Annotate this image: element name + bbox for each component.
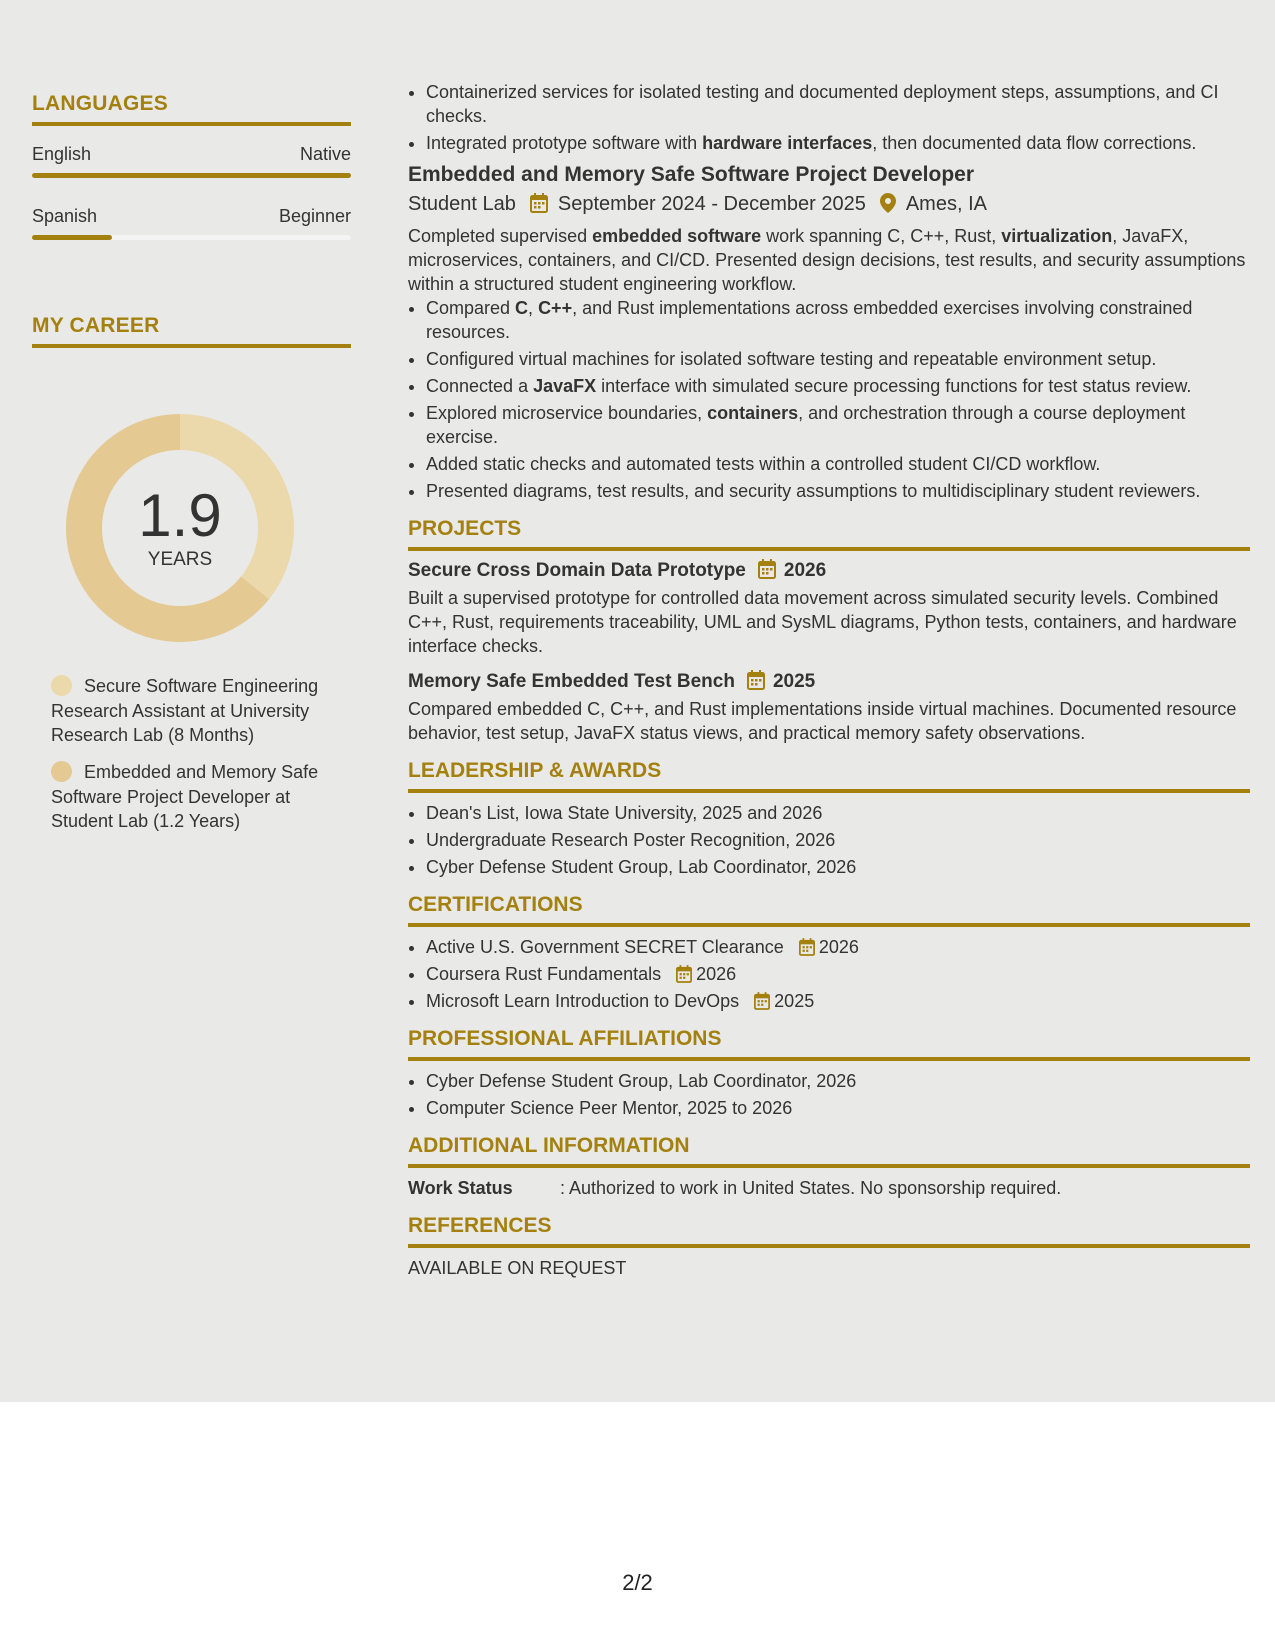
list-item: • Added static checks and automated tests within a controlled student CI/CD workflow.: [426, 452, 1250, 476]
list-item: • Presented diagrams, test results, and security assumptions to multidisciplinary student reviewers.: [426, 479, 1250, 503]
project-name: Secure Cross Domain Data Prototype: [408, 559, 746, 581]
project-title: [408, 559, 1250, 582]
language-english: [32, 144, 351, 178]
experience-tail-list: [408, 80, 1250, 155]
language-bar-fill: [32, 173, 351, 178]
certification-item: [426, 989, 1250, 1013]
list-item: • Cyber Defense Student Group, Lab Coordinator, 2026: [426, 855, 1250, 879]
job-dates: September 2024 - December 2025: [557, 193, 866, 215]
project-year: 2026: [783, 559, 827, 581]
career-legend-item: [51, 674, 341, 748]
work-status-label: Work Status: [408, 1178, 513, 1198]
list-item: • Containerized services for isolated testing and documented deployment steps, assumptions, and CI checks.: [426, 80, 1250, 128]
leadership-rule: [408, 789, 1250, 793]
career-donut-chart: [66, 414, 294, 642]
work-status-row: [408, 1176, 1250, 1200]
affiliations-heading: PROFESSIONAL AFFILIATIONS: [408, 1027, 722, 1050]
project-title: [408, 670, 1250, 693]
calendar-icon: [799, 938, 815, 956]
job-location: Ames, IA: [905, 193, 987, 215]
references-heading: REFERENCES: [408, 1214, 552, 1237]
language-level: Native: [299, 144, 351, 164]
references-text: AVAILABLE ON REQUEST: [408, 1258, 627, 1278]
certification-name: Coursera Rust Fundamentals: [426, 964, 662, 984]
list-item: • Cyber Defense Student Group, Lab Coordinator, 2026: [426, 1069, 1250, 1093]
career-legend-item: [51, 760, 341, 834]
certification-year: 2026: [696, 964, 737, 984]
project-name: Memory Safe Embedded Test Bench: [408, 670, 735, 692]
career-rule: [32, 344, 351, 348]
job-company: Student Lab: [408, 193, 516, 215]
calendar-icon: [676, 965, 692, 983]
legend-label: Secure Software Engineering Research Assistant at University Research Lab (8 Months): [51, 676, 319, 745]
leadership-list: [408, 801, 1250, 879]
list-item: • Explored microservice boundaries, containers, and orchestration through a course deployment exercise.: [426, 401, 1250, 449]
language-name: English: [32, 144, 92, 164]
job-bullets: [408, 296, 1250, 503]
language-level: Beginner: [278, 206, 351, 226]
additional-info-rule: [408, 1164, 1250, 1168]
calendar-icon: [758, 559, 776, 582]
language-name: Spanish: [32, 206, 98, 226]
project-description: Compared embedded C, C++, and Rust implementations inside virtual machines. Documented resource behavior, test setup, JavaFX status views, and practical memory safety observations.: [408, 699, 1237, 743]
calendar-icon: [530, 193, 548, 216]
job-title: Embedded and Memory Safe Software Project Developer: [408, 163, 974, 186]
additional-info-heading: ADDITIONAL INFORMATION: [408, 1134, 690, 1157]
affiliations-list: [408, 1069, 1250, 1120]
certification-item: [426, 962, 1250, 986]
list-item: • Computer Science Peer Mentor, 2025 to 2026: [426, 1096, 1250, 1120]
certifications-rule: [408, 923, 1250, 927]
legend-swatch: [51, 675, 72, 696]
certifications-list: [408, 935, 1250, 1013]
work-status-value: : Authorized to work in United States. No sponsorship required.: [560, 1178, 1062, 1198]
certification-name: Microsoft Learn Introduction to DevOps: [426, 991, 740, 1011]
projects-heading: PROJECTS: [408, 517, 522, 540]
list-item: • Configured virtual machines for isolated software testing and repeatable environment setup.: [426, 347, 1250, 371]
language-bar: [32, 235, 351, 240]
career-years-value: 1.9: [138, 482, 222, 549]
list-item: • Undergraduate Research Poster Recognition, 2026: [426, 828, 1250, 852]
language-spanish: [32, 206, 351, 240]
calendar-icon: [747, 670, 765, 693]
legend-swatch: [51, 761, 72, 782]
list-item: • Connected a JavaFX interface with simulated secure processing functions for test status review.: [426, 374, 1250, 398]
career-years-unit: YEARS: [147, 549, 213, 570]
page-number: 2/2: [622, 1570, 653, 1595]
language-bar-fill: [32, 235, 112, 240]
career-heading: MY CAREER: [32, 314, 160, 337]
leadership-heading: LEADERSHIP & AWARDS: [408, 759, 662, 782]
list-item: • Dean's List, Iowa State University, 2025 and 2026: [426, 801, 1250, 825]
location-pin-icon: [880, 193, 896, 216]
right-column: [408, 80, 1250, 1280]
job-summary: Completed supervised embedded software work spanning C, C++, Rust, virtualization, JavaFX, microservices, containers, and CI/CD. Presented design decisions, test results, and security assumptions within a structured student engineering workflow.: [408, 226, 1246, 294]
certifications-heading: CERTIFICATIONS: [408, 893, 583, 916]
affiliations-rule: [408, 1057, 1250, 1061]
legend-label: Embedded and Memory Safe Software Project Developer at Student Lab (1.2 Years): [51, 762, 319, 831]
certification-name: Active U.S. Government SECRET Clearance: [426, 937, 784, 957]
list-item: • Integrated prototype software with hardware interfaces, then documented data flow corrections.: [426, 131, 1250, 155]
calendar-icon: [754, 992, 770, 1010]
left-column: [32, 92, 351, 348]
job-meta: [408, 193, 1250, 216]
language-bar: [32, 173, 351, 178]
certification-year: 2025: [774, 991, 815, 1011]
references-rule: [408, 1244, 1250, 1248]
list-item: • Compared C, C++, and Rust implementations across embedded exercises involving constrained resources.: [426, 296, 1250, 344]
projects-rule: [408, 547, 1250, 551]
languages-heading: LANGUAGES: [32, 92, 168, 115]
certification-item: [426, 935, 1250, 959]
languages-rule: [32, 122, 351, 126]
certification-year: 2026: [818, 937, 859, 957]
project-description: Built a supervised prototype for controlled data movement across simulated security levels. Combined C++, Rust, requirements traceability, UML and SysML diagrams, Python tests, containers, and hardware interface checks.: [408, 588, 1237, 656]
project-year: 2025: [772, 670, 816, 692]
